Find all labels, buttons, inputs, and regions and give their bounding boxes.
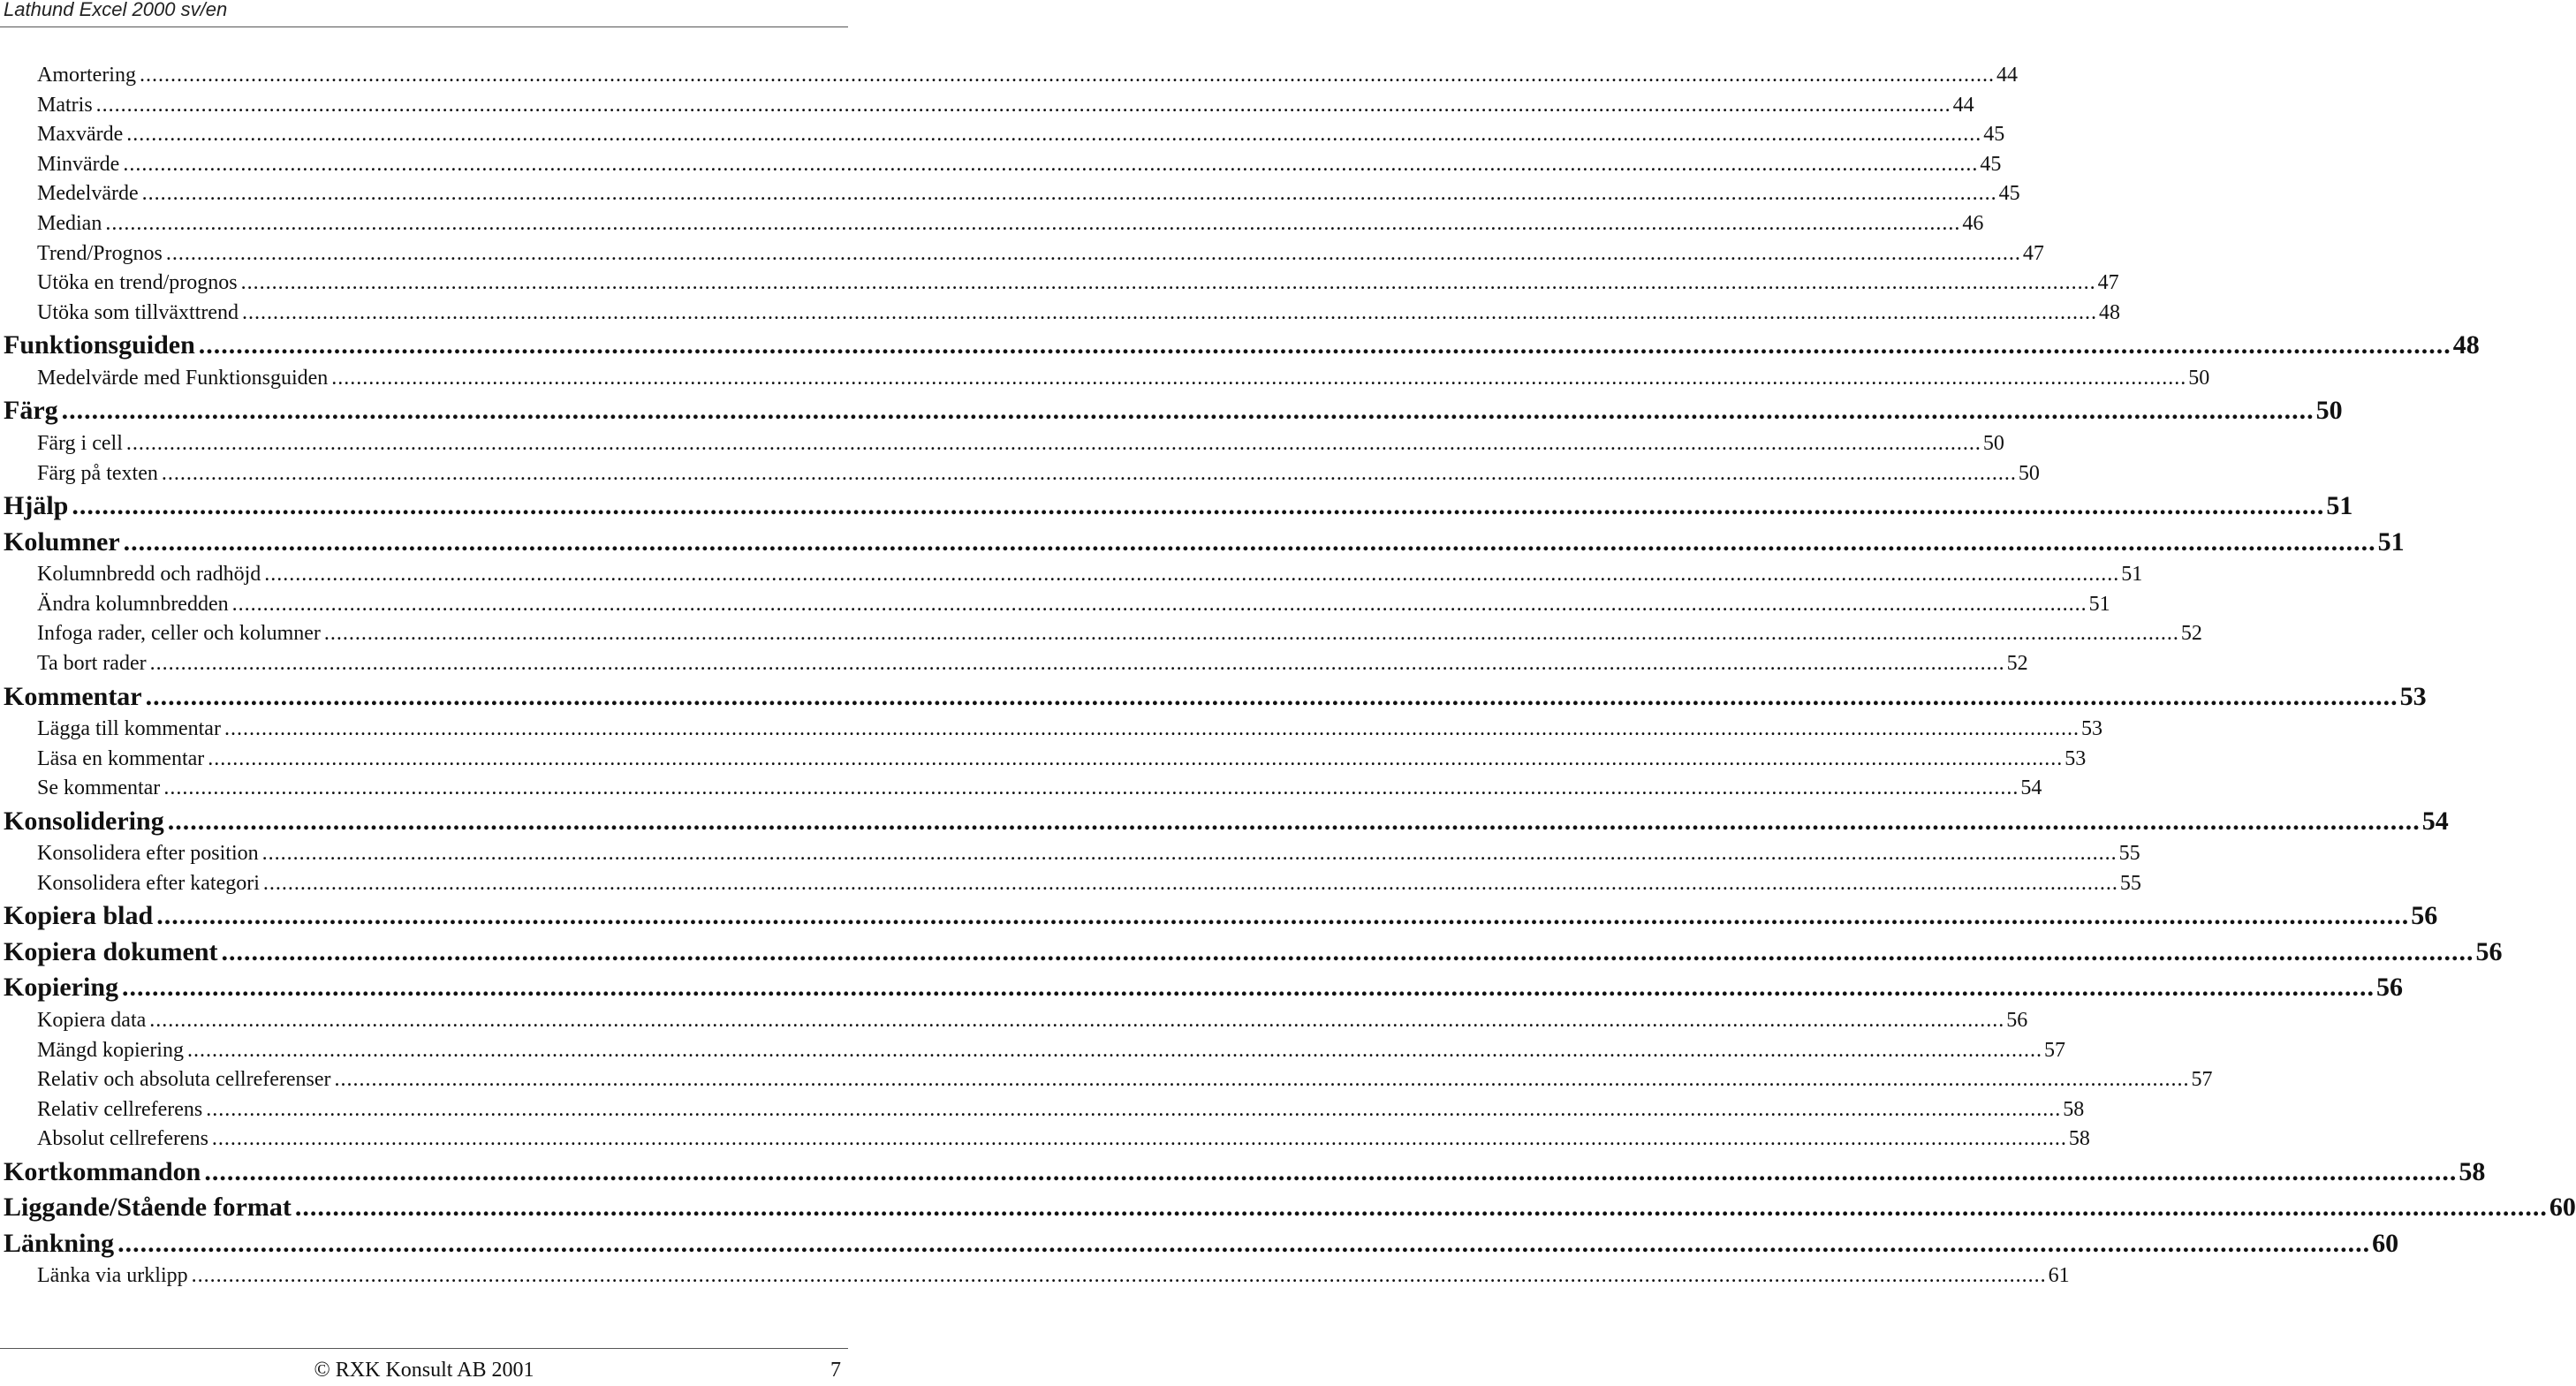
toc-entry-label: Hjälp [4,491,69,521]
toc-entry-page-number: 45 [1980,152,2002,176]
toc-subsection-entry[interactable] [0,1038,2065,1069]
toc-leader-dots: ............................................................................................................................................................................................................................................................................................................ [211,1127,2067,1151]
toc-entry-label: Ändra kolumnbredden [37,592,229,616]
toc-entry-page-number: 57 [2191,1068,2213,1092]
toc-entry-page-number: 58 [2068,1127,2090,1151]
toc-leader-dots: ............................................................................................................................................................................................................................................................................................................ [72,491,2325,521]
toc-entry-label: Ta bort rader [37,651,147,675]
toc-leader-dots: ............................................................................................................................................................................................................................................................................................................ [240,271,2096,295]
toc-subsection-entry[interactable] [0,461,2040,492]
toc-leader-dots: ............................................................................................................................................................................................................................................................................................................ [126,123,1982,147]
toc-leader-dots: ............................................................................................................................................................................................................................................................................................................ [122,973,2375,1003]
footer-page-number: 7 [830,1359,841,1382]
toc-entry-page-number: 55 [2118,842,2140,866]
toc-entry-label: Utöka som tillväxttrend [37,300,239,324]
footer-copyright: © RXK Konsult AB 2001 [314,1359,534,1382]
toc-entry-label: Kopiera dokument [4,936,218,966]
toc-leader-dots: ............................................................................................................................................................................................................................................................................................................ [331,366,2187,390]
toc-entry-page-number: 57 [2043,1038,2065,1062]
toc-leader-dots: ............................................................................................................................................................................................................................................................................................................ [198,330,2451,360]
table-of-contents [0,64,2576,1294]
toc-entry-page-number: 58 [2063,1097,2085,1121]
toc-subsection-entry[interactable] [0,1097,2085,1128]
toc-entry-label: Utöka en trend/prognos [37,271,238,295]
toc-leader-dots: ............................................................................................................................................................................................................................................................................................................ [149,651,2005,675]
toc-leader-dots: ............................................................................................................................................................................................................................................................................................................ [149,1008,2005,1032]
toc-entry-page-number: 56 [2411,901,2438,931]
toc-leader-dots: ............................................................................................................................................................................................................................................................................................................ [262,871,2118,895]
toc-entry-label: Kolumnbredd och radhöjd [37,563,261,587]
toc-entry-label: Lägga till kommentar [37,717,221,740]
toc-entry-page-number: 47 [2097,271,2119,295]
toc-leader-dots: ............................................................................................................................................................................................................................................................................................................ [95,93,1951,117]
toc-entry-label: Minvärde [37,152,120,176]
toc-entry-label: Kopiera data [37,1008,147,1032]
toc-entry-page-number: 56 [2376,973,2404,1003]
toc-section-entry[interactable] [0,806,2449,843]
toc-subsection-entry[interactable] [0,1008,2028,1039]
toc-entry-page-number: 50 [1982,431,2004,455]
toc-entry-page-number: 60 [2549,1193,2576,1223]
toc-subsection-entry[interactable] [0,211,1984,242]
toc-entry-label: Färg [4,396,58,426]
toc-entry-page-number: 50 [2188,366,2210,390]
toc-entry-label: Färg på texten [37,461,158,485]
toc-entry-label: Medelvärde [37,182,139,206]
toc-entry-page-number: 53 [2399,681,2427,711]
toc-entry-page-number: 56 [2006,1008,2028,1032]
toc-subsection-entry[interactable] [0,64,2018,94]
toc-entry-page-number: 51 [2088,592,2110,616]
toc-entry-label: Se kommentar [37,776,161,800]
toc-entry-label: Matris [37,93,93,117]
toc-subsection-entry[interactable] [0,300,2120,331]
page-header [0,0,848,27]
toc-entry-page-number: 48 [2098,300,2120,324]
toc-subsection-entry[interactable] [0,717,2102,747]
toc-entry-page-number: 55 [2119,871,2141,895]
toc-subsection-entry[interactable] [0,431,2004,462]
toc-subsection-entry[interactable] [0,746,2087,777]
toc-leader-dots: ............................................................................................................................................................................................................................................................................................................ [186,1038,2042,1062]
toc-leader-dots: ............................................................................................................................................................................................................................................................................................................ [241,300,2097,324]
toc-subsection-entry[interactable] [0,842,2140,872]
toc-leader-dots: ............................................................................................................................................................................................................................................................................................................ [294,1193,2548,1223]
toc-leader-dots: ............................................................................................................................................................................................................................................................................................................ [323,622,2179,646]
toc-leader-dots: ............................................................................................................................................................................................................................................................................................................ [224,717,2080,740]
toc-section-entry[interactable] [0,396,2343,432]
toc-leader-dots: ............................................................................................................................................................................................................................................................................................................ [125,431,1981,455]
toc-leader-dots: ............................................................................................................................................................................................................................................................................................................ [261,842,2118,866]
toc-subsection-entry[interactable] [0,1264,2070,1294]
toc-leader-dots: ............................................................................................................................................................................................................................................................................................................ [167,806,2421,836]
toc-leader-dots: ............................................................................................................................................................................................................................................................................................................ [163,776,2019,800]
toc-subsection-entry[interactable] [0,366,2210,397]
toc-section-entry[interactable] [0,526,2405,564]
toc-subsection-entry[interactable] [0,1068,2213,1098]
toc-subsection-entry[interactable] [0,622,2202,652]
toc-subsection-entry[interactable] [0,651,2028,682]
toc-entry-label: Kolumner [4,526,120,557]
toc-subsection-entry[interactable] [0,271,2119,301]
toc-entry-page-number: 51 [2377,526,2405,557]
toc-subsection-entry[interactable] [0,241,2044,272]
toc-leader-dots: ............................................................................................................................................................................................................................................................................................................ [145,681,2398,711]
toc-entry-label: Absolut cellreferens [37,1127,208,1151]
toc-entry-page-number: 47 [2022,241,2044,265]
toc-entry-page-number: 58 [2459,1156,2486,1186]
toc-entry-label: Maxvärde [37,123,124,147]
toc-leader-dots: ............................................................................................................................................................................................................................................................................................................ [123,526,2376,557]
toc-subsection-entry[interactable] [0,1127,2090,1157]
toc-leader-dots: ............................................................................................................................................................................................................................................................................................................ [141,182,1997,206]
toc-leader-dots: ............................................................................................................................................................................................................................................................................................................ [206,1097,2062,1121]
toc-entry-label: Infoga rader, celler och kolumner [37,622,321,646]
toc-entry-page-number: 52 [2180,622,2202,646]
toc-entry-page-number: 51 [2326,491,2353,521]
toc-entry-page-number: 45 [1998,182,2020,206]
toc-entry-page-number: 46 [1962,211,1984,235]
toc-leader-dots: ............................................................................................................................................................................................................................................................................................................ [105,211,1961,235]
toc-leader-dots: ............................................................................................................................................................................................................................................................................................................ [161,461,2017,485]
toc-entry-label: Länkning [4,1228,115,1258]
toc-subsection-entry[interactable] [0,93,1974,124]
toc-entry-page-number: 53 [2065,746,2087,770]
toc-section-entry[interactable] [0,1193,2576,1229]
toc-section-entry[interactable] [0,1228,2399,1265]
toc-section-entry[interactable] [0,491,2353,527]
toc-entry-page-number: 44 [1996,64,2018,87]
toc-entry-page-number: 44 [1952,93,1974,117]
toc-leader-dots: ............................................................................................................................................................................................................................................................................................................ [123,152,1979,176]
toc-entry-label: Konsolidera efter position [37,842,259,866]
toc-leader-dots: ............................................................................................................................................................................................................................................................................................................ [264,563,2120,587]
toc-subsection-entry[interactable] [0,871,2141,902]
toc-section-entry[interactable] [0,936,2503,973]
toc-entry-page-number: 50 [2315,396,2343,426]
toc-section-entry[interactable] [0,330,2480,367]
toc-leader-dots: ............................................................................................................................................................................................................................................................................................................ [191,1264,2047,1288]
toc-entry-label: Mängd kopiering [37,1038,184,1062]
header-title: Lathund Excel 2000 sv/en [4,0,228,20]
toc-entry-label: Trend/Prognos [37,241,163,265]
toc-subsection-entry[interactable] [0,563,2143,593]
toc-subsection-entry[interactable] [0,592,2110,623]
toc-entry-label: Länka via urklipp [37,1264,188,1288]
toc-entry-label: Relativ cellreferens [37,1097,203,1121]
toc-entry-label: Amortering [37,64,136,87]
toc-leader-dots: ............................................................................................................................................................................................................................................................................................................ [221,936,2474,966]
toc-entry-page-number: 51 [2121,563,2143,587]
toc-entry-label: Relativ och absoluta cellreferenser [37,1068,331,1092]
toc-entry-page-number: 53 [2080,717,2102,740]
toc-entry-label: Läsa en kommentar [37,746,205,770]
toc-entry-page-number: 61 [2048,1264,2070,1288]
toc-section-entry[interactable] [0,681,2427,718]
toc-leader-dots: ............................................................................................................................................................................................................................................................................................................ [139,64,1995,87]
toc-section-entry[interactable] [0,973,2404,1009]
toc-entry-page-number: 56 [2475,936,2503,966]
toc-subsection-entry[interactable] [0,123,2005,153]
toc-leader-dots: ............................................................................................................................................................................................................................................................................................................ [334,1068,2190,1092]
toc-entry-label: Median [37,211,102,235]
footer-divider [0,1348,848,1349]
toc-entry-page-number: 48 [2452,330,2480,360]
toc-entry-label: Funktionsguiden [4,330,195,360]
toc-entry-label: Kopiera blad [4,901,154,931]
toc-leader-dots: ............................................................................................................................................................................................................................................................................................................ [208,746,2064,770]
toc-entry-page-number: 50 [2018,461,2040,485]
toc-entry-label: Kopiering [4,973,119,1003]
toc-section-entry[interactable] [0,901,2438,937]
toc-entry-label: Kortkommandon [4,1156,201,1186]
toc-leader-dots: ............................................................................................................................................................................................................................................................................................................ [165,241,2021,265]
toc-entry-label: Konsolidering [4,806,164,836]
toc-entry-page-number: 54 [2421,806,2449,836]
toc-entry-label: Konsolidera efter kategori [37,871,260,895]
toc-section-entry[interactable] [0,1156,2486,1193]
toc-entry-label: Liggande/Stående format [4,1193,292,1223]
toc-entry-label: Medelvärde med Funktionsguiden [37,366,329,390]
toc-subsection-entry[interactable] [0,152,2002,183]
toc-entry-page-number: 52 [2006,651,2028,675]
toc-leader-dots: ............................................................................................................................................................................................................................................................................................................ [156,901,2410,931]
toc-subsection-entry[interactable] [0,776,2042,807]
toc-entry-page-number: 60 [2372,1228,2399,1258]
toc-leader-dots: ............................................................................................................................................................................................................................................................................................................ [231,592,2087,616]
toc-leader-dots: ............................................................................................................................................................................................................................................................................................................ [61,396,2315,426]
toc-entry-label: Färg i cell [37,431,123,455]
toc-entry-label: Kommentar [4,681,142,711]
toc-subsection-entry[interactable] [0,182,2020,212]
toc-entry-page-number: 45 [1983,123,2005,147]
toc-entry-page-number: 54 [2020,776,2042,800]
toc-leader-dots: ............................................................................................................................................................................................................................................................................................................ [117,1228,2371,1258]
toc-leader-dots: ............................................................................................................................................................................................................................................................................................................ [204,1156,2458,1186]
